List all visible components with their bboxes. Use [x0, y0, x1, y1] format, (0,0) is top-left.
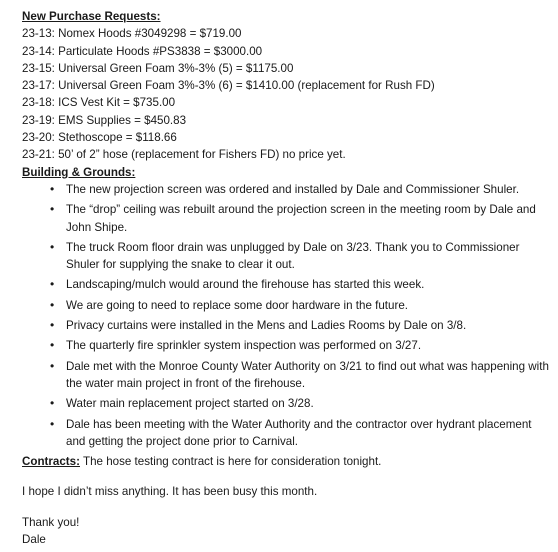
building-grounds-heading: Building & Grounds:	[22, 165, 136, 179]
purchase-item: 23-15: Universal Green Foam 3%-3% (5) = $1175.00	[22, 61, 294, 75]
signature: Dale	[22, 533, 46, 547]
purchase-item: 23-14: Particulate Hoods #PS3838 = $3000.00	[22, 44, 263, 58]
list-item: • Dale has been meeting with the Water Authority and the contractor over hydrant placement and getting the project done prior to Carnival.	[50, 416, 552, 451]
list-item: • Privacy curtains were installed in the Mens and Ladies Rooms by Dale on 3/8.	[50, 317, 552, 334]
closing-note: I hope I didn’t miss anything. It has been busy this month.	[22, 485, 318, 499]
closing-thanks: Thank you!	[22, 515, 80, 529]
building-grounds-list	[22, 181, 552, 450]
list-item: • The truck Room floor drain was unplugged by Dale on 3/23. Thank you to Commissioner Shuler for supplying the snake to clear it out.	[50, 239, 552, 274]
list-item: • The quarterly fire sprinkler system inspection was performed on 3/27.	[50, 337, 552, 354]
purchase-item: 23-19: EMS Supplies = $450.83	[22, 113, 187, 127]
list-item: • Water main replacement project started on 3/28.	[50, 395, 552, 412]
purchase-item: 23-13: Nomex Hoods #3049298 = $719.00	[22, 27, 242, 41]
purchase-item: 23-18: ICS Vest Kit = $735.00	[22, 96, 176, 110]
list-item: • Landscaping/mulch would around the firehouse has started this week.	[50, 276, 552, 293]
purchase-requests-list	[22, 25, 552, 163]
contracts-text: The hose testing contract is here for consideration tonight.	[79, 455, 382, 469]
list-item: • Dale met with the Monroe County Water Authority on 3/21 to find out what was happening with the water main project in front of the firehouse.	[50, 358, 552, 393]
purchase-item: 23-20: Stethoscope = $118.66	[22, 131, 177, 145]
document-page	[22, 8, 552, 548]
purchase-requests-heading: New Purchase Requests:	[22, 10, 161, 23]
contracts-label: Contracts:	[22, 455, 80, 469]
contracts-paragraph	[22, 453, 552, 470]
list-item: • The “drop” ceiling was rebuilt around the projection screen in the meeting room by Dale and John Shipe.	[50, 201, 552, 236]
purchase-item: 23-21: 50’ of 2” hose (replacement for Fishers FD) no price yet.	[22, 148, 346, 162]
list-item: • We are going to need to replace some door hardware in the future.	[50, 297, 552, 314]
purchase-item: 23-17: Universal Green Foam 3%-3% (6) = $1410.00 (replacement for Rush FD)	[22, 79, 435, 93]
list-item: • The new projection screen was ordered and installed by Dale and Commissioner Shuler.	[50, 181, 552, 198]
